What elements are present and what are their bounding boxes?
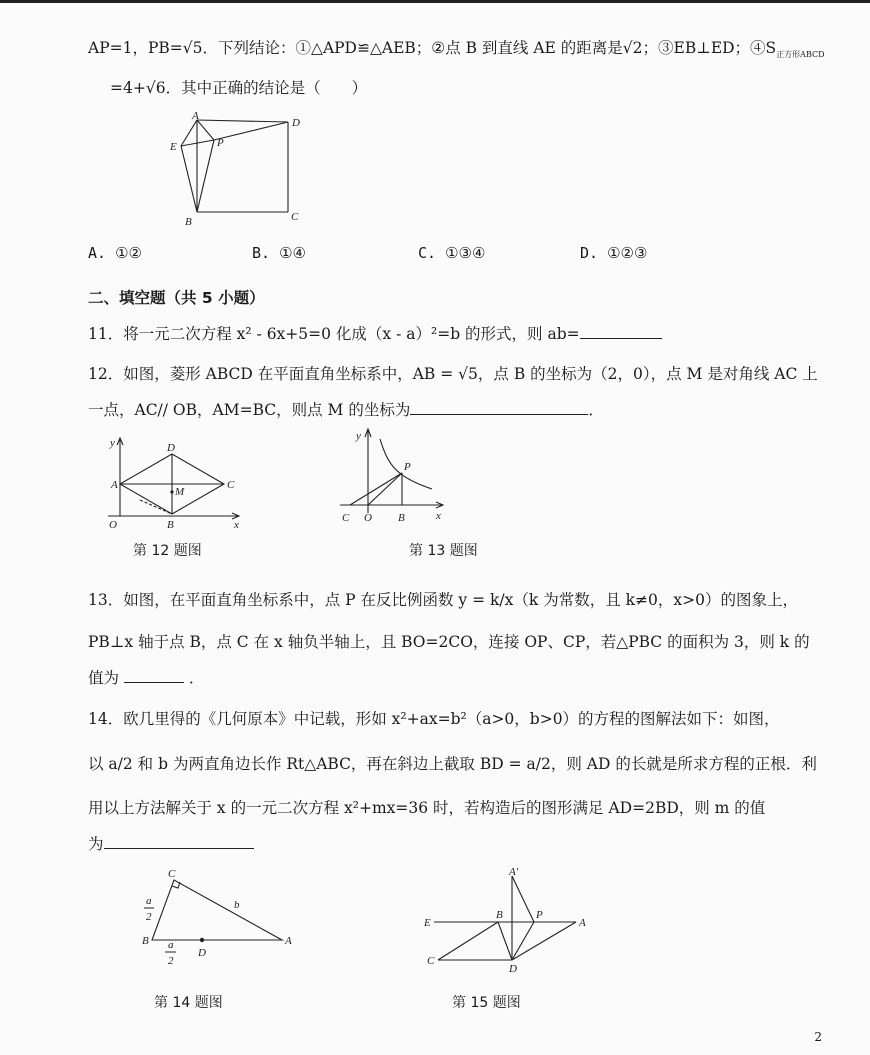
q10-label-e: E (170, 141, 177, 153)
q15-label-p: P (536, 909, 543, 921)
q14-line1: 14．欧几里得的《几何原本》中记载，形如 x²+ax=b²（a>0，b>0）的方程的图解法如下：如图， (88, 710, 780, 728)
q12-label-c: C (227, 479, 235, 491)
q12-rhombus-figure (100, 432, 260, 532)
page-number: 2 (814, 1030, 822, 1044)
q10-label-a: A (192, 110, 199, 122)
q15-label-e: E (424, 917, 431, 929)
q14-label-half-a-bottom-num: a (168, 939, 174, 951)
q10-label-b: B (185, 216, 192, 228)
q13-hyperbola-figure (332, 425, 452, 530)
q15-label-d: D (509, 963, 517, 975)
q13-line3 (88, 666, 204, 688)
q13-label-c: C (342, 512, 350, 524)
q12-answer-blank[interactable] (410, 400, 588, 415)
q13-line1: 13．如图，在平面直角坐标系中，点 P 在反比例函数 y = k/x（k 为常数，且 k≠0，x>0）的图象上， (88, 591, 798, 609)
q12-label-b: B (167, 519, 174, 531)
q12-label-x: x (234, 519, 239, 531)
q12-line2-end: ． (588, 401, 604, 419)
q10-option-c[interactable]: C. ①③④ (418, 244, 486, 262)
q15-label-c: C (427, 955, 435, 967)
q13-label-o: O (364, 512, 372, 524)
q12-label-y: y (110, 437, 115, 449)
q13-answer-blank[interactable] (124, 668, 184, 683)
q15-label-a: A (579, 917, 586, 929)
q14-label-a: A (285, 935, 292, 947)
q13-line2: PB⊥x 轴于点 B，点 C 在 x 轴负半轴上，且 BO=2CO，连接 OP、CP，若△PBC 的面积为 3，则 k 的 (88, 633, 810, 651)
q13-label-y: y (356, 430, 361, 442)
q10-label-p: P (217, 137, 224, 149)
q12-caption: 第 12 题图 (133, 543, 202, 559)
page-top-border (0, 0, 870, 3)
q10-label-c: C (291, 211, 299, 223)
q15-parallel-figure (420, 866, 600, 976)
q12-label-o: O (109, 519, 117, 531)
q10-option-b[interactable]: B. ①④ (252, 244, 306, 262)
q15-label-a-prime: A′ (509, 866, 519, 878)
q13-label-p: P (404, 461, 411, 473)
q12-line2-text: 一点，AC// OB，AM=BC，则点 M 的坐标为 (88, 401, 411, 419)
q14-answer-blank[interactable] (104, 834, 254, 849)
q12-line2 (88, 398, 604, 420)
q12-line1: 12．如图，菱形 ABCD 在平面直角坐标系中，AB = √5，点 B 的坐标为（2，0），点 M 是对角线 AC 上 (88, 365, 818, 383)
q13-line3-text: 值为 (88, 669, 120, 687)
q13-caption: 第 13 题图 (409, 543, 478, 559)
q14-label-b: B (142, 935, 149, 947)
q10-square-figure (165, 108, 315, 233)
q15-caption: 第 15 题图 (452, 995, 521, 1011)
q15-label-b: B (496, 909, 503, 921)
q10-line1-text: AP=1，PB=√5．下列结论：①△APD≌△AEB；②点 B 到直线 AE 的距离是√2；③EB⊥ED；④S (88, 39, 777, 57)
q10-label-d: D (292, 117, 300, 129)
q11-text: 11．将一元二次方程 x² - 6x+5=0 化成（x - a）²=b 的形式，则 ab= (88, 325, 580, 343)
q13-label-x: x (436, 510, 441, 522)
q14-line4 (88, 832, 254, 854)
q11-answer-blank[interactable] (580, 324, 662, 339)
q12-label-m: M (175, 486, 185, 498)
q14-label-c: C (168, 868, 176, 880)
q14-label-half-a-bottom-den: 2 (168, 955, 174, 967)
q14-label-half-a-left-num: a (146, 895, 152, 907)
q10-option-a[interactable]: A. ①② (88, 244, 142, 262)
q10-area-subscript: 正方形ABCD (776, 50, 825, 60)
q14-label-side-b: b (234, 899, 240, 911)
q10-line2: =4+√6．其中正确的结论是（ ） (110, 79, 368, 97)
q14-label-half-a-left-den: 2 (146, 911, 152, 923)
section-title: 二、填空题（共 5 小题） (88, 289, 265, 307)
q14-line4-text: 为 (88, 835, 104, 853)
q14-line2: 以 a/2 和 b 为两直角边长作 Rt△ABC，再在斜边上截取 BD = a/2，则 AD 的长就是所求方程的正根．利 (88, 755, 817, 773)
q13-label-b: B (398, 512, 405, 524)
q12-label-a: A (111, 479, 118, 491)
q14-caption: 第 14 题图 (154, 995, 223, 1011)
q12-label-d: D (167, 442, 175, 454)
q10-line1 (88, 36, 825, 60)
q14-triangle-figure (134, 866, 304, 976)
q14-line3: 用以上方法解关于 x 的一元二次方程 x²+mx=36 时，若构造后的图形满足 AD=2BD，则 m 的值 (88, 799, 766, 817)
q14-label-d: D (198, 947, 206, 959)
q13-line3-end: ． (188, 669, 205, 687)
q10-option-d[interactable]: D. ①②③ (580, 244, 648, 262)
q11-line (88, 322, 662, 344)
